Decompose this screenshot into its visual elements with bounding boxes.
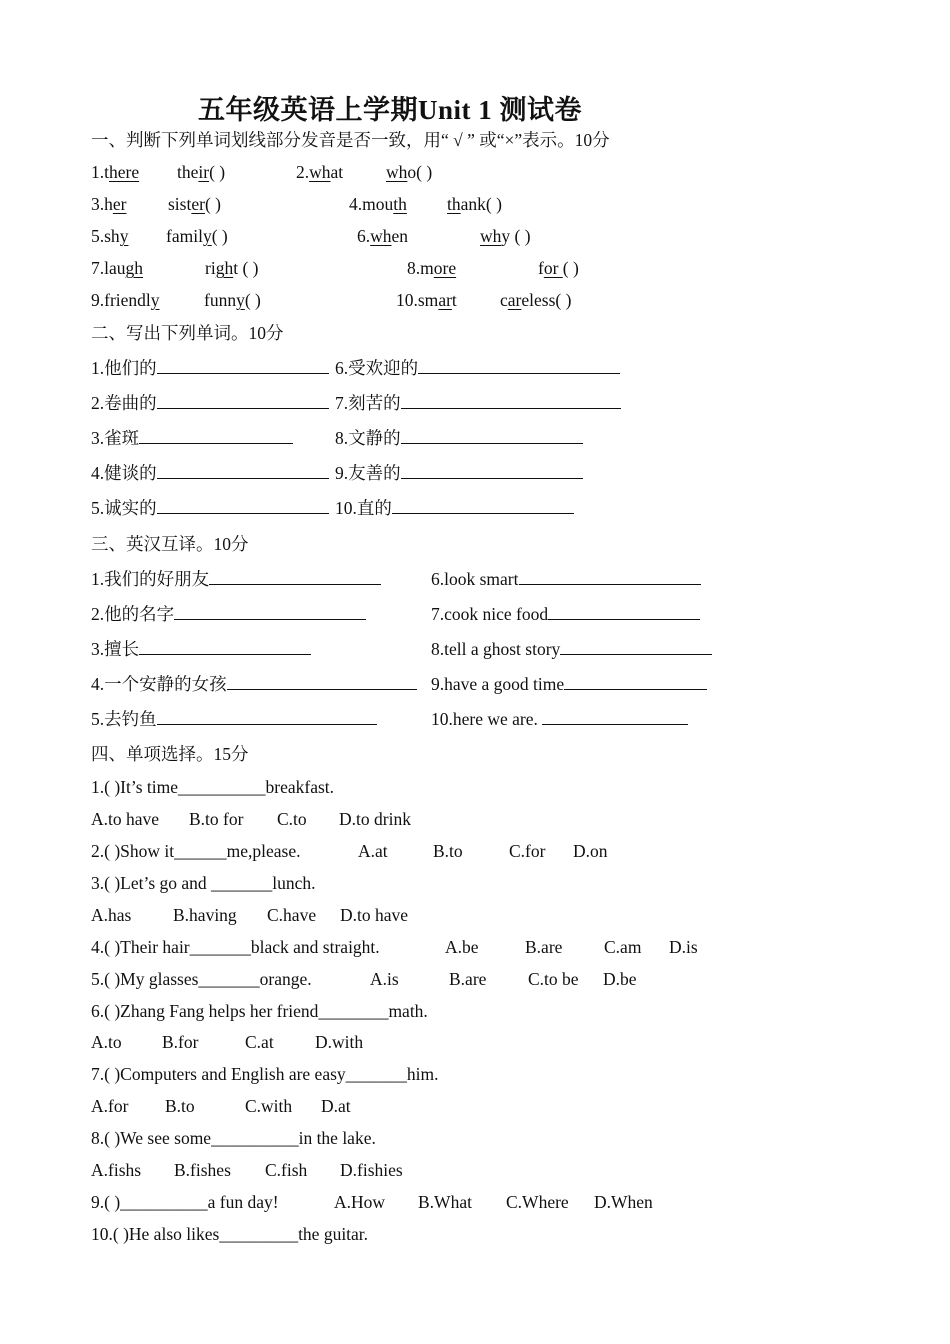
phonics-compare-word: thank( ) — [447, 194, 502, 214]
word-prompt-label: 3.雀斑 — [91, 428, 140, 448]
answer-option: D.at — [321, 1096, 351, 1116]
question-stem: 3.( )Let’s go and — [91, 873, 212, 893]
phonics-word-underlined: gh — [125, 258, 144, 278]
translate-prompt — [91, 603, 366, 625]
phonics-compare-word-underlined: y — [202, 226, 212, 246]
question-stem: 9.( ) — [91, 1192, 121, 1212]
translate-prompt — [91, 568, 381, 590]
question-stem: 5.( )My glasses — [91, 969, 199, 989]
word-prompt — [335, 462, 583, 484]
answer-blank — [157, 497, 329, 514]
word-prompt-label: 9.友善的 — [335, 463, 401, 483]
question — [91, 840, 300, 862]
question-blank: _______ — [189, 937, 251, 957]
phonics-compare-word: careless( ) — [500, 290, 572, 310]
question-blank: __________ — [211, 1128, 299, 1148]
answer-blank — [157, 708, 377, 725]
phonics-word-underlined: y — [119, 226, 129, 246]
answer-blank — [418, 357, 620, 374]
translate-prompt-label: 9.have a good time — [431, 674, 565, 694]
question — [91, 1000, 428, 1022]
question — [91, 936, 380, 958]
section-4-heading: 四、单项选择。15分 — [91, 744, 249, 764]
translate-prompt-label: 8.tell a ghost story — [431, 639, 561, 659]
answer-blank — [401, 392, 621, 409]
phonics-word: 6.when — [357, 226, 409, 246]
word-prompt — [335, 392, 621, 414]
answer-blank — [560, 638, 712, 655]
phonics-word: 8.more — [407, 258, 457, 278]
answer-option: C.to be — [528, 969, 579, 989]
translate-prompt-label: 1.我们的好朋友 — [91, 569, 210, 589]
answer-blank — [392, 497, 574, 514]
section-3-heading: 三、英汉互译。10分 — [91, 534, 249, 554]
phonics-compare-word: their( ) — [177, 162, 226, 182]
question-tail: the guitar. — [298, 1224, 369, 1244]
word-prompt-label: 6.受欢迎的 — [335, 358, 419, 378]
phonics-word-underlined: wh — [370, 226, 392, 246]
question-tail: a fun day! — [207, 1192, 279, 1212]
answer-option: A.be — [445, 937, 479, 957]
word-prompt — [91, 427, 293, 449]
question-blank: _______ — [198, 969, 260, 989]
question — [91, 1063, 439, 1085]
question — [91, 872, 316, 894]
answer-blank — [139, 638, 311, 655]
question — [91, 1223, 368, 1245]
phonics-word: 10.smart — [396, 290, 457, 310]
phonics-compare-word-underlined: er — [191, 194, 205, 214]
phonics-word-underlined: er — [112, 194, 127, 214]
word-prompt — [91, 497, 329, 519]
answer-blank — [548, 603, 700, 620]
phonics-compare-word-underlined: or — [543, 258, 563, 278]
question-stem: 10.( )He also likes — [91, 1224, 220, 1244]
question-blank: _______ — [211, 873, 273, 893]
phonics-compare-word: why ( ) — [480, 226, 531, 246]
answer-option: C.to — [277, 809, 307, 829]
phonics-compare-word-underlined: ar — [507, 290, 522, 310]
phonics-word-underlined: y — [150, 290, 160, 310]
answer-option: B.to for — [189, 809, 244, 829]
answer-option: D.be — [603, 969, 637, 989]
question-tail: in the lake. — [298, 1128, 376, 1148]
question-blank: ________ — [318, 1001, 389, 1021]
answer-blank — [174, 603, 366, 620]
answer-option: A.at — [358, 841, 388, 861]
answer-option: B.are — [449, 969, 487, 989]
translate-prompt — [91, 673, 417, 695]
answer-option: C.for — [509, 841, 546, 861]
answer-option: A.to — [91, 1032, 122, 1052]
question — [91, 776, 334, 798]
translate-prompt-label: 2.他的名字 — [91, 604, 175, 624]
phonics-compare-word-underlined: y — [236, 290, 245, 310]
answer-blank — [564, 673, 707, 690]
translate-prompt-label: 3.擅长 — [91, 639, 140, 659]
answer-blank — [401, 462, 583, 479]
question-stem: 1.( )It’s time — [91, 777, 178, 797]
question-stem: 2.( )Show it — [91, 841, 175, 861]
phonics-compare-word: funny( ) — [204, 290, 261, 310]
translate-prompt — [431, 568, 701, 590]
translate-prompt — [91, 638, 311, 660]
phonics-word: 2.what — [296, 162, 344, 182]
phonics-word: 3.her — [91, 194, 127, 214]
translate-prompt — [431, 603, 700, 625]
answer-option: D.When — [594, 1192, 653, 1212]
word-prompt — [91, 462, 329, 484]
question-stem: 7.( )Computers and English are easy — [91, 1064, 346, 1084]
question-tail: lunch. — [272, 873, 316, 893]
answer-option: D.fishies — [340, 1160, 403, 1180]
answer-option: A.fishs — [91, 1160, 142, 1180]
phonics-word: 9.friendly — [91, 290, 160, 310]
translate-prompt-label: 10.here we are. — [431, 709, 543, 729]
translate-prompt-label: 6.look smart — [431, 569, 519, 589]
page-title: 五年级英语上学期Unit 1 测试卷 — [197, 95, 582, 125]
question — [91, 1191, 279, 1213]
translate-prompt-label: 4.一个安静的女孩 — [91, 674, 227, 694]
phonics-word: 4.mouth — [349, 194, 407, 214]
section-1-heading: 一、判断下列单词划线部分发音是否一致，用“ √ ” 或“×”表示。10分 — [91, 130, 610, 150]
answer-option: A.is — [370, 969, 399, 989]
answer-option: D.to have — [340, 905, 409, 925]
answer-option: B.What — [418, 1192, 472, 1212]
question-tail: orange. — [259, 969, 312, 989]
word-prompt — [91, 392, 329, 414]
phonics-word-underlined: ore — [433, 258, 457, 278]
phonics-compare-word-underlined: ir — [198, 162, 210, 182]
answer-option: A.to have — [91, 809, 160, 829]
translate-prompt — [431, 673, 707, 695]
answer-option: B.fishes — [174, 1160, 231, 1180]
phonics-word: 5.shy — [91, 226, 129, 246]
word-prompt-label: 10.直的 — [335, 498, 392, 518]
phonics-compare-word: family( ) — [166, 226, 228, 246]
question-blank: _________ — [219, 1224, 299, 1244]
answer-option: C.at — [245, 1032, 274, 1052]
answer-blank — [157, 462, 329, 479]
phonics-word-underlined: th — [393, 194, 407, 214]
question-tail: him. — [406, 1064, 439, 1084]
translate-prompt-label: 5.去钓鱼 — [91, 709, 157, 729]
word-prompt — [335, 357, 620, 379]
phonics-compare-word: right ( ) — [205, 258, 259, 278]
question-blank: __________ — [178, 777, 266, 797]
word-prompt-label: 5.诚实的 — [91, 498, 157, 518]
phonics-word: 7.laugh — [91, 258, 144, 278]
phonics-compare-word: for ( ) — [538, 258, 579, 278]
translate-prompt-label: 7.cook nice food — [431, 604, 549, 624]
question-stem: 8.( )We see some — [91, 1128, 212, 1148]
answer-option: B.having — [173, 905, 237, 925]
phonics-compare-word-underlined: th — [447, 194, 461, 214]
answer-option: B.to — [433, 841, 463, 861]
phonics-compare-word: sister( ) — [168, 194, 221, 214]
answer-option: C.with — [245, 1096, 293, 1116]
translate-prompt — [431, 638, 712, 660]
phonics-word-underlined: ar — [438, 290, 452, 310]
word-prompt-label: 1.他们的 — [91, 358, 157, 378]
question-tail: me,please. — [226, 841, 301, 861]
question-tail: black and straight. — [250, 937, 380, 957]
answer-blank — [401, 427, 583, 444]
phonics-compare-word-underlined: gh — [215, 258, 234, 278]
word-prompt — [91, 357, 329, 379]
question — [91, 968, 312, 990]
answer-blank — [157, 357, 329, 374]
word-prompt — [335, 497, 574, 519]
question-blank: _______ — [345, 1064, 407, 1084]
answer-option: A.How — [334, 1192, 386, 1212]
answer-blank — [227, 673, 417, 690]
word-prompt-label: 8.文静的 — [335, 428, 401, 448]
answer-blank — [209, 568, 381, 585]
answer-blank — [139, 427, 293, 444]
answer-option: C.am — [604, 937, 642, 957]
answer-blank — [542, 708, 688, 725]
phonics-word-underlined: here — [109, 162, 140, 182]
question-tail: math. — [388, 1001, 428, 1021]
answer-option: C.fish — [265, 1160, 308, 1180]
answer-option: D.is — [669, 937, 698, 957]
answer-option: B.are — [525, 937, 563, 957]
translate-prompt — [431, 708, 688, 730]
translate-prompt — [91, 708, 377, 730]
question — [91, 1127, 376, 1149]
question-stem: 4.( )Their hair — [91, 937, 190, 957]
question-blank: __________ — [120, 1192, 208, 1212]
answer-blank — [157, 392, 329, 409]
phonics-compare-word: who( ) — [386, 162, 433, 182]
question-blank: ______ — [174, 841, 227, 861]
question-tail: breakfast. — [265, 777, 335, 797]
answer-option: A.for — [91, 1096, 129, 1116]
phonics-word: 1.there — [91, 162, 140, 182]
question-stem: 6.( )Zhang Fang helps her friend — [91, 1001, 319, 1021]
phonics-word-underlined: wh — [309, 162, 331, 182]
answer-option: C.have — [267, 905, 317, 925]
answer-option: D.on — [573, 841, 608, 861]
answer-option: B.for — [162, 1032, 199, 1052]
section-2-heading: 二、写出下列单词。10分 — [91, 323, 284, 343]
phonics-compare-word-underlined: wh — [386, 162, 408, 182]
answer-option: D.with — [315, 1032, 364, 1052]
phonics-compare-word-underlined: wh — [480, 226, 502, 246]
word-prompt-label: 4.健谈的 — [91, 463, 157, 483]
answer-blank — [519, 568, 701, 585]
word-prompt-label: 2.卷曲的 — [91, 393, 157, 413]
answer-option: A.has — [91, 905, 132, 925]
word-prompt — [335, 427, 583, 449]
word-prompt-label: 7.刻苦的 — [335, 393, 401, 413]
answer-option: C.Where — [506, 1192, 569, 1212]
answer-option: D.to drink — [339, 809, 411, 829]
answer-option: B.to — [165, 1096, 195, 1116]
